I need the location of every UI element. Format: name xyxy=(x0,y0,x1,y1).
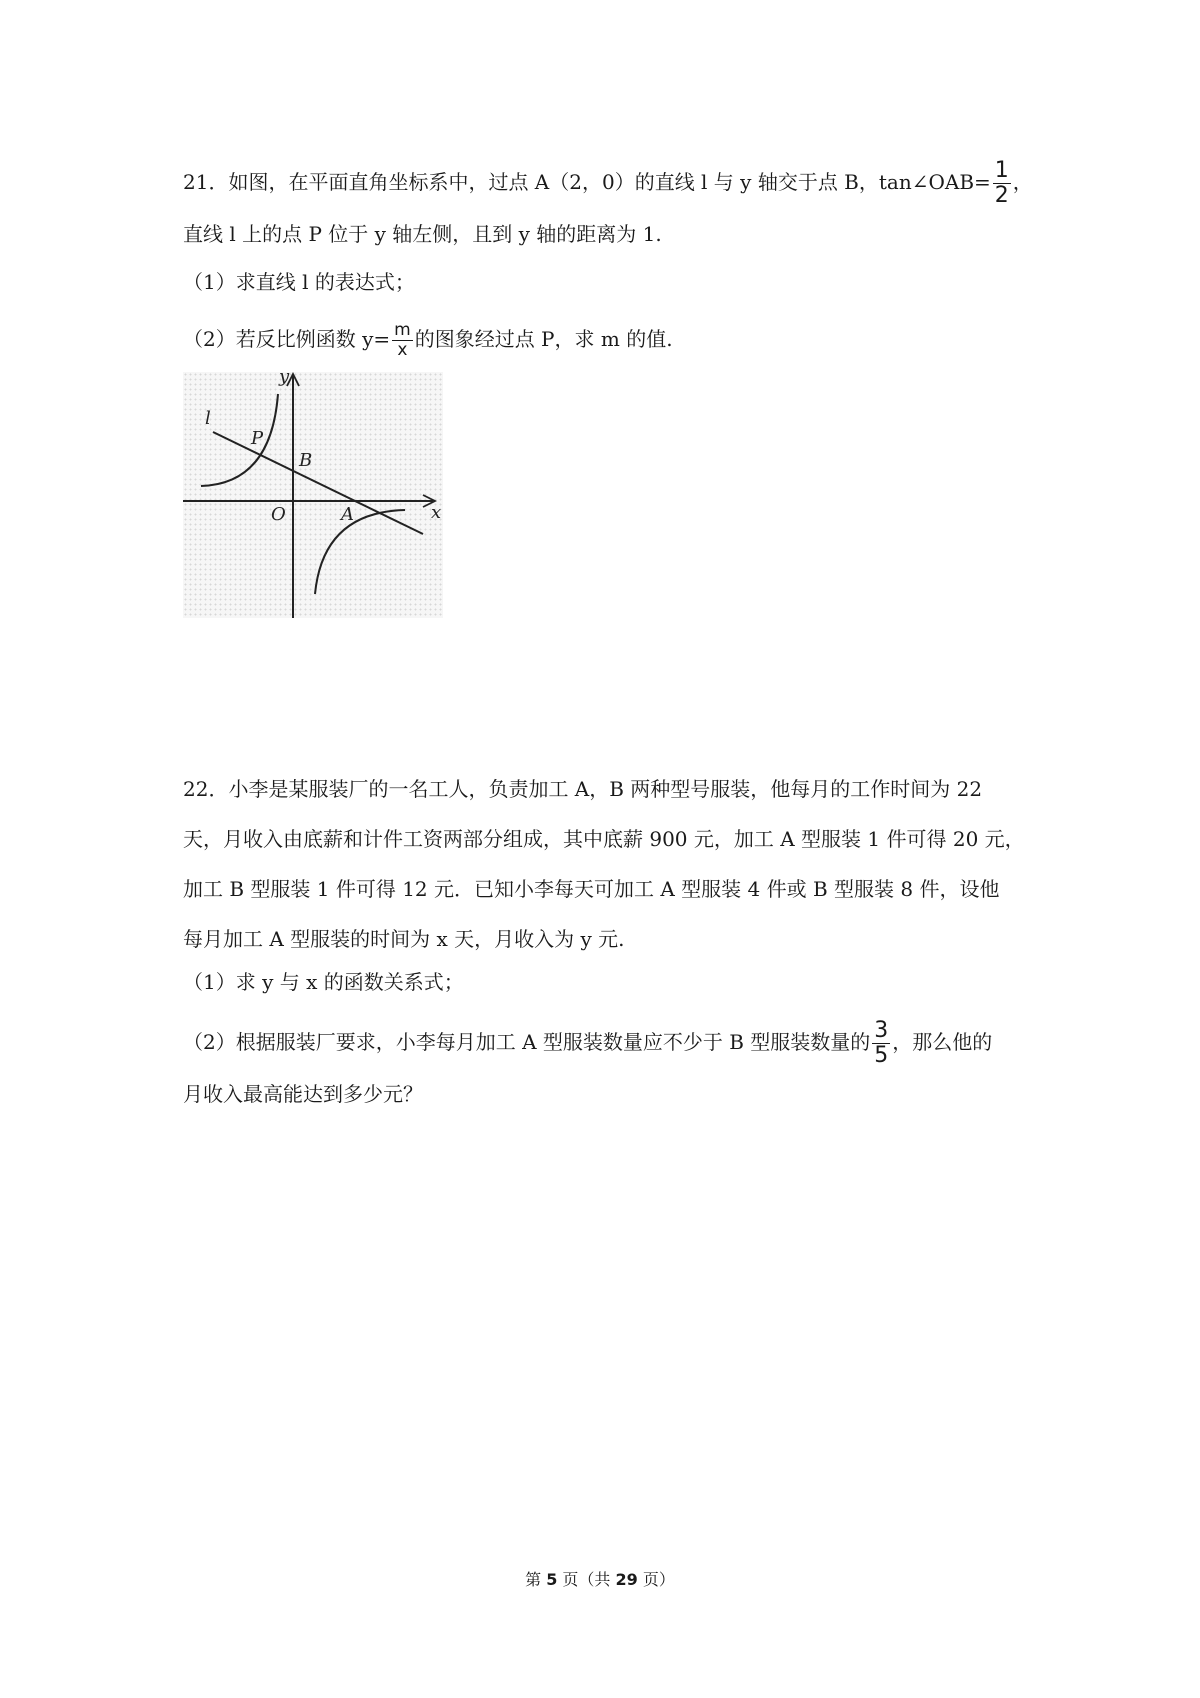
footer-middle: 页（共 xyxy=(557,1570,616,1589)
q22-part-2-text-end: ，那么他的 xyxy=(892,1030,993,1054)
coordinate-figure xyxy=(183,372,443,618)
label-y: y xyxy=(279,372,290,387)
q21-text: 21．如图，在平面直角坐标系中，过点 A（2，0）的直线 l 与 y 轴交于点 B，tan∠OAB= xyxy=(183,170,991,194)
q21-part-2 xyxy=(183,322,673,359)
fraction-numerator: 1 xyxy=(994,158,1009,183)
q21-tan-fraction xyxy=(993,160,1011,207)
q22-line-4: 每月加工 A 型服装的时间为 x 天，月收入为 y 元. xyxy=(183,927,625,951)
hyperbola-branch-upper-left xyxy=(201,394,278,486)
fraction-denominator: x xyxy=(397,340,408,360)
label-a: A xyxy=(341,504,354,525)
q22-part-2 xyxy=(183,1020,992,1067)
q21-part-1: （1）求直线 l 的表达式； xyxy=(183,270,415,294)
fraction-denominator: 2 xyxy=(994,183,1009,208)
fraction-numerator: 3 xyxy=(874,1018,889,1043)
footer-prefix: 第 xyxy=(525,1570,547,1589)
q22-line-3: 加工 B 型服装 1 件可得 12 元．已知小李每天可加工 A 型服装 4 件或 B 型服装 8 件，设他 xyxy=(183,877,1000,901)
q22-part-2-text: （2）根据服装厂要求，小李每月加工 A 型服装数量应不少于 B 型服装数量的 xyxy=(183,1030,871,1054)
page-footer xyxy=(0,1567,1200,1590)
q21-comma: ， xyxy=(1012,170,1033,194)
q22-part-1: （1）求 y 与 x 的函数关系式； xyxy=(183,970,464,994)
q21-line-2: 直线 l 上的点 P 位于 y 轴左侧，且到 y 轴的距离为 1. xyxy=(183,222,662,246)
footer-suffix: 页） xyxy=(637,1570,675,1589)
label-x: x xyxy=(431,502,442,523)
footer-total-pages: 29 xyxy=(615,1570,638,1589)
fraction-denominator: 5 xyxy=(874,1043,889,1068)
coordinate-figure-svg xyxy=(183,372,443,618)
label-p: P xyxy=(251,428,264,449)
hyperbola-branch-lower-right xyxy=(315,510,405,594)
label-b: B xyxy=(299,450,313,471)
label-o: O xyxy=(271,504,286,525)
fraction-numerator: m xyxy=(394,320,411,340)
q21-part-2-text: （2）若反比例函数 y= xyxy=(183,327,391,351)
q21-line-1 xyxy=(183,160,1033,207)
q22-line-2: 天，月收入由底薪和计件工资两部分组成，其中底薪 900 元，加工 A 型服装 1 件可得 20 元， xyxy=(183,827,1025,851)
q22-part-2-continued: 月收入最高能达到多少元？ xyxy=(183,1082,423,1106)
q21-part-2-text-end: 的图象经过点 P，求 m 的值. xyxy=(414,327,673,351)
q21-m-over-x-fraction xyxy=(392,322,413,359)
q22-line-1: 22．小李是某服装厂的一名工人，负责加工 A，B 两种型号服装，他每月的工作时间为 22 xyxy=(183,777,983,801)
q22-fraction xyxy=(872,1020,890,1067)
line-l xyxy=(213,432,423,534)
footer-page-number: 5 xyxy=(546,1570,558,1589)
label-l: l xyxy=(205,408,211,429)
